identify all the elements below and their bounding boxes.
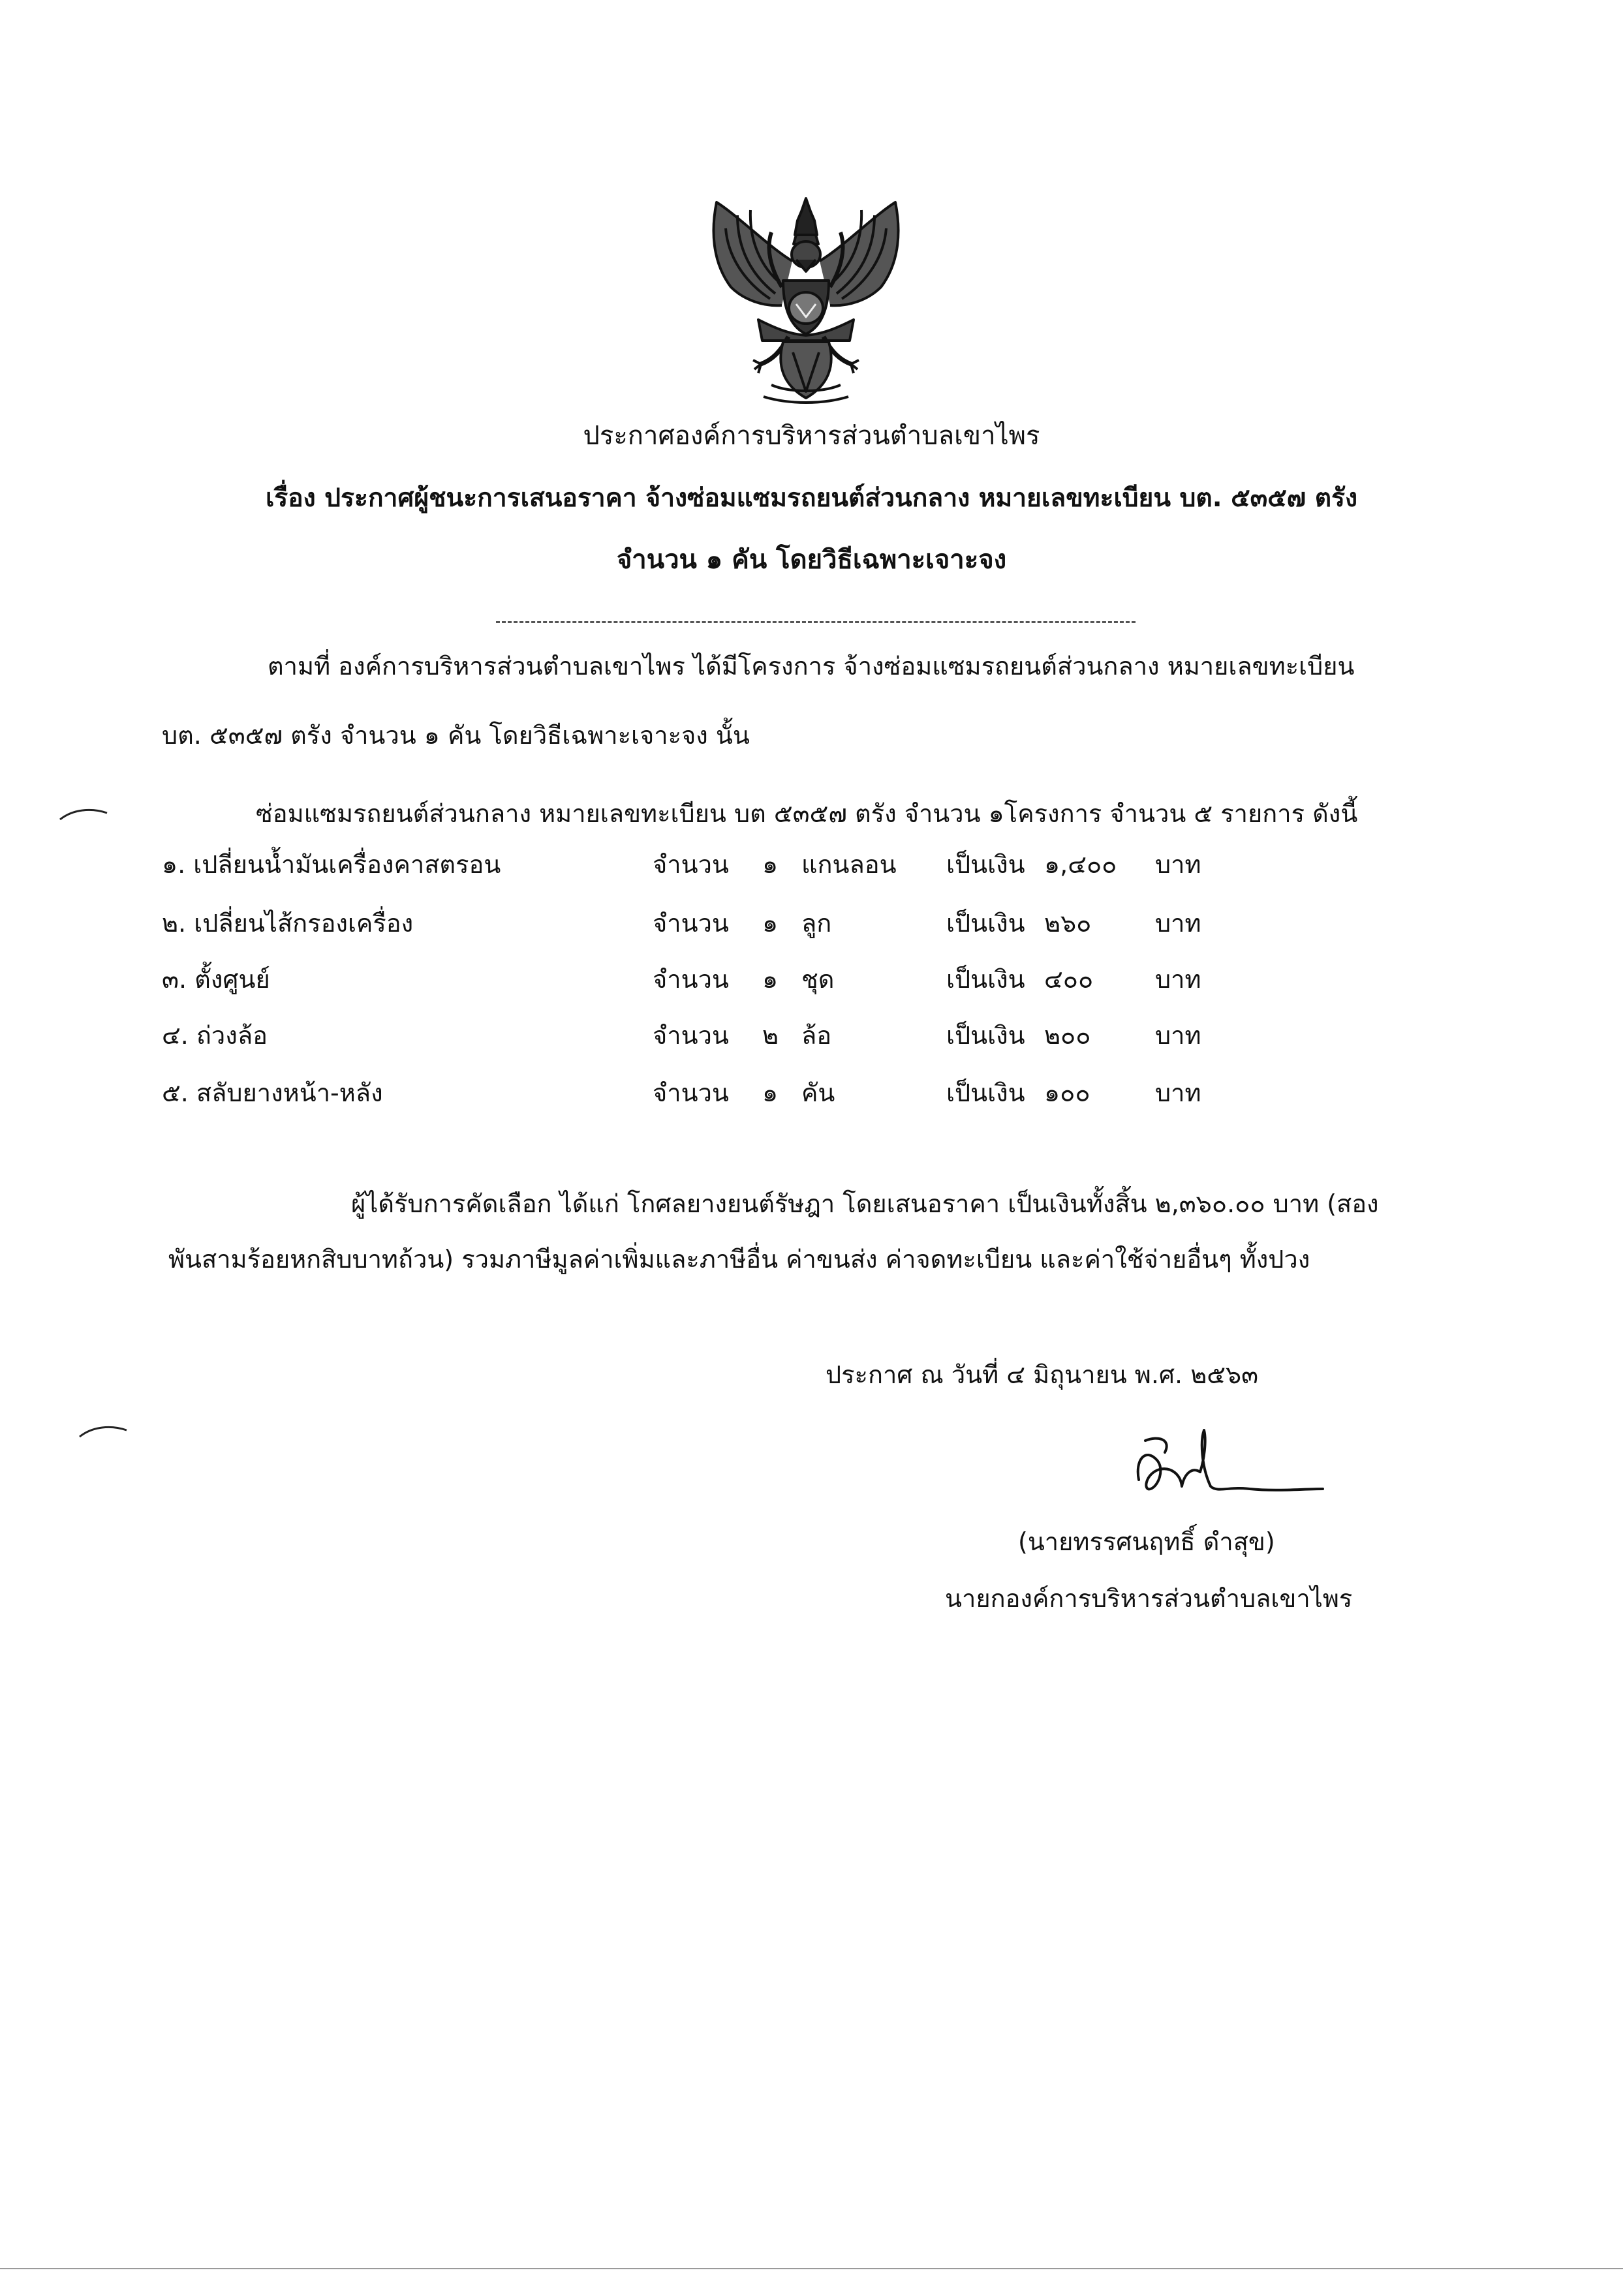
item-name: ๑. เปลี่ยนน้ำมันเครื่องคาสตรอน bbox=[162, 850, 501, 879]
item-price-label: เป็นเงิน bbox=[946, 909, 1025, 938]
item-qty-label: จำนวน bbox=[653, 965, 729, 994]
item-qty: ๒ bbox=[762, 1021, 779, 1050]
item-unit: ลูก bbox=[801, 909, 832, 938]
item-price-label: เป็นเงิน bbox=[946, 850, 1025, 879]
signer-position: นายกองค์การบริหารส่วนตำบลเขาไพร bbox=[945, 1584, 1353, 1613]
item-price-label: เป็นเงิน bbox=[946, 965, 1025, 994]
scan-edge-line bbox=[0, 2268, 1623, 2269]
intro-paragraph-line1: ตามที่ องค์การบริหารส่วนตำบลเขาไพร ได้มีโครงการ จ้างซ่อมแซมรถยนต์ส่วนกลาง หมายเลขทะเบียน bbox=[268, 652, 1355, 681]
item-price-label: เป็นเงิน bbox=[946, 1021, 1025, 1050]
item-price: ๒๐๐ bbox=[1044, 1021, 1091, 1050]
item-qty: ๑ bbox=[762, 965, 779, 994]
item-currency: บาท bbox=[1155, 1079, 1201, 1107]
organization-title: ประกาศองค์การบริหารส่วนตำบลเขาไพร bbox=[583, 421, 1040, 451]
item-currency: บาท bbox=[1155, 1021, 1201, 1050]
item-unit: ล้อ bbox=[801, 1021, 832, 1050]
item-price-label: เป็นเงิน bbox=[946, 1079, 1025, 1107]
signature-icon bbox=[1119, 1421, 1328, 1519]
winner-paragraph-line1: ผู้ได้รับการคัดเลือก ได้แก่ โกศลยางยนต์รัษฎา โดยเสนอราคา เป็นเงินทั้งสิ้น ๒,๓๖๐.๐๐ บาท (สอง bbox=[351, 1189, 1379, 1218]
item-unit: คัน bbox=[801, 1079, 835, 1107]
intro-paragraph-line2: บต. ๕๓๕๗ ตรัง จำนวน ๑ คัน โดยวิธีเฉพาะเจาะจง นั้น bbox=[162, 721, 750, 750]
announcement-date: ประกาศ ณ วันที่ ๔ มิถุนายน พ.ศ. ๒๕๖๓ bbox=[826, 1360, 1259, 1389]
item-price: ๒๖๐ bbox=[1044, 909, 1092, 938]
item-price: ๑,๔๐๐ bbox=[1044, 850, 1117, 879]
item-name: ๒. เปลี่ยนไส้กรองเครื่อง bbox=[162, 909, 414, 938]
item-currency: บาท bbox=[1155, 965, 1201, 994]
signer-name: (นายทรรศนฤทธิ์ ดำสุข) bbox=[1018, 1527, 1275, 1556]
item-currency: บาท bbox=[1155, 850, 1201, 879]
separator-rule bbox=[496, 621, 1136, 623]
items-intro-paragraph: ซ่อมแซมรถยนต์ส่วนกลาง หมายเลขทะเบียน บต ๕๓๕๗ ตรัง จำนวน ๑โครงการ จำนวน ๕ รายการ ดังนี้ bbox=[256, 799, 1358, 828]
item-qty-label: จำนวน bbox=[653, 909, 729, 938]
item-unit: ชุด bbox=[801, 965, 835, 994]
item-name: ๕. สลับยางหน้า-หลัง bbox=[162, 1079, 383, 1107]
item-qty: ๑ bbox=[762, 850, 779, 879]
item-price: ๔๐๐ bbox=[1044, 965, 1094, 994]
garuda-emblem-icon bbox=[698, 189, 914, 408]
item-unit: แกนลอน bbox=[801, 850, 897, 879]
scan-mark-icon bbox=[77, 1421, 129, 1441]
item-price: ๑๐๐ bbox=[1044, 1079, 1090, 1107]
item-name: ๔. ถ่วงล้อ bbox=[162, 1021, 268, 1050]
item-qty-label: จำนวน bbox=[653, 850, 729, 879]
item-currency: บาท bbox=[1155, 909, 1201, 938]
item-name: ๓. ตั้งศูนย์ bbox=[162, 965, 270, 994]
announcement-subject: เรื่อง ประกาศผู้ชนะการเสนอราคา จ้างซ่อมแซมรถยนต์ส่วนกลาง หมายเลขทะเบียน บต. ๕๓๕๗ ตรัง bbox=[265, 483, 1358, 513]
item-qty-label: จำนวน bbox=[653, 1021, 729, 1050]
announcement-subject-line2: จำนวน ๑ คัน โดยวิธีเฉพาะเจาะจง bbox=[616, 545, 1007, 575]
item-qty-label: จำนวน bbox=[653, 1079, 729, 1107]
winner-paragraph-line2: พันสามร้อยหกสิบบาทถ้วน) รวมภาษีมูลค่าเพิ่มและภาษีอื่น ค่าขนส่ง ค่าจดทะเบียน และค่าใช้จ่ายอื่นๆ ทั้งปวง bbox=[168, 1245, 1310, 1274]
item-qty: ๑ bbox=[762, 1079, 779, 1107]
item-qty: ๑ bbox=[762, 909, 779, 938]
scan-mark-icon bbox=[57, 804, 110, 823]
